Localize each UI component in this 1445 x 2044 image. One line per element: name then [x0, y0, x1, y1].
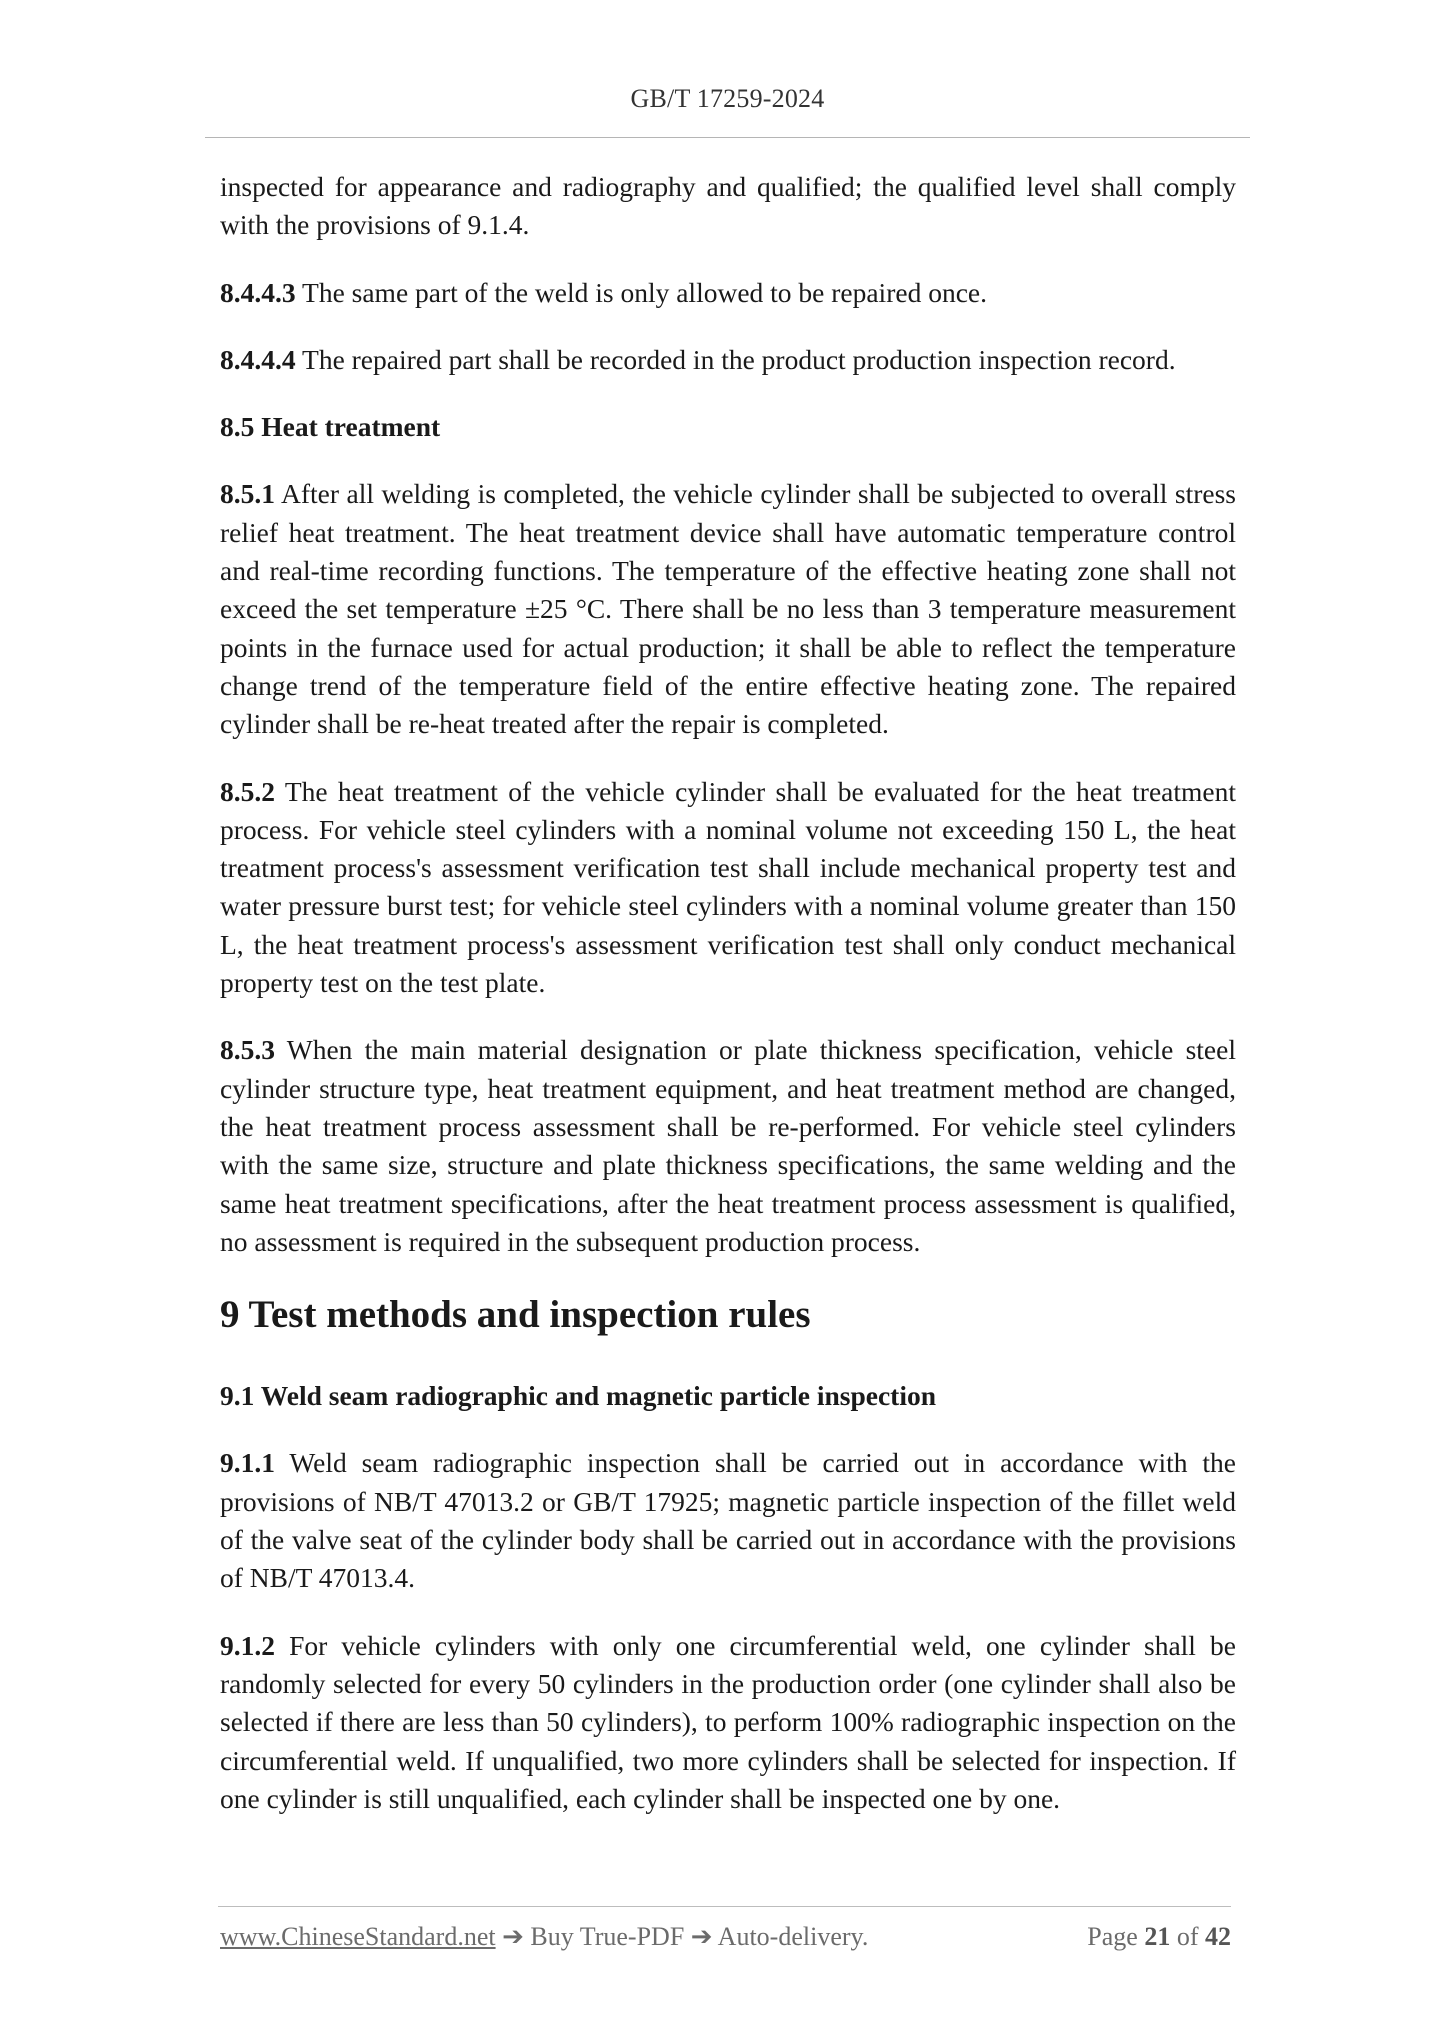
clause-9-1-2: [220, 1627, 1236, 1818]
arrow-right-icon: ➔: [502, 1922, 524, 1951]
buy-pdf-text: Buy True-PDF: [530, 1922, 685, 1951]
paragraph-continuation: [220, 168, 1236, 245]
chapter-heading-9: 9 Test methods and inspection rules: [220, 1293, 811, 1337]
clause-number: 9.1.2: [220, 1629, 275, 1661]
site-link[interactable]: www.ChineseStandard.net: [220, 1922, 496, 1951]
arrow-right-icon: ➔: [690, 1922, 713, 1951]
of-word: of: [1176, 1922, 1199, 1951]
page-number: 21: [1144, 1922, 1171, 1951]
clause-number: 8.4.4.3: [220, 276, 296, 308]
page-header: GB/T 17259-2024: [630, 84, 825, 113]
clause-number: 8.5.3: [220, 1034, 275, 1066]
section-heading-9-1: 9.1 Weld seam radiographic and magnetic particle inspection: [220, 1380, 937, 1412]
page-word: Page: [1087, 1922, 1138, 1951]
paragraph-text: For vehicle cylinders with only one circumferential weld, one cylinder shall be randomly selected for every 50 cylinders in the production order (one cylinder shall also be selected if there are less than 50 cylinders), to perform 100% radiographic inspection on the circumferential weld. If unqualified, two more cylinders shall be selected for inspection. If one cylinder is still unqualified, each cylinder shall be inspected one by one.: [220, 1629, 1236, 1814]
paragraph-text: The repaired part shall be recorded in the product production inspection record.: [302, 343, 1176, 375]
paragraph-text: When the main material designation or plate thickness specification, vehicle steel cylinder structure type, heat treatment equipment, and heat treatment method are changed, the heat treatment process assessment shall be re-performed. For vehicle steel cylinders with the same size, structure and plate thickness specifications, the same welding and the same heat treatment specifications, after the heat treatment process assessment is qualified, no assessment is required in the subsequent production process.: [220, 1034, 1236, 1257]
page-indicator: [1087, 1922, 1231, 1952]
paragraph-text: After all welding is completed, the vehicle cylinder shall be subjected to overall stress relief heat treatment. The heat treatment device shall have automatic temperature control and real-time recording functions. The temperature of the effective heating zone shall not exceed the set temperature ±25 °C. There shall be no less than 3 temperature measurement points in the furnace used for actual production; it shall be able to reflect the temperature change trend of the temperature field of the entire effective heating zone. The repaired cylinder shall be re-heat treated after the repair is completed.: [220, 478, 1236, 740]
document-body: [220, 168, 1236, 1847]
clause-number: 8.5.2: [220, 775, 275, 807]
section-heading-8-5: 8.5 Heat treatment: [220, 411, 441, 443]
paragraph-text: The heat treatment of the vehicle cylinder shall be evaluated for the heat treatment process. For vehicle steel cylinders with a nominal volume not exceeding 150 L, the heat treatment process's assessment verification test shall include mechanical property test and water pressure burst test; for vehicle steel cylinders with a nominal volume greater than 150 L, the heat treatment process's assessment verification test shall only conduct mechanical property test on the test plate.: [220, 775, 1236, 999]
header-divider: [205, 137, 1250, 138]
total-pages: 42: [1205, 1922, 1231, 1951]
clause-8-5-3: [220, 1031, 1236, 1261]
paragraph-text: The same part of the weld is only allowed to be repaired once.: [302, 276, 987, 308]
clause-number: 8.4.4.4: [220, 343, 296, 375]
delivery-text: Auto-delivery.: [717, 1922, 869, 1951]
clause-number: 9.1.1: [220, 1447, 275, 1479]
footer-divider: [218, 1906, 1231, 1907]
clause-8-5-2: [220, 773, 1236, 1003]
clause-8-4-4-4: [220, 341, 1236, 379]
paragraph-text: inspected for appearance and radiography and qualified; the qualified level shall comply with the provisions of 9.1.4.: [220, 171, 1236, 241]
clause-number: 8.5.1: [220, 478, 275, 510]
paragraph-text: Weld seam radiographic inspection shall be carried out in accordance with the provisions of NB/T 47013.2 or GB/T 17925; magnetic particle inspection of the fillet weld of the valve seat of the cylinder body shall be carried out in accordance with the provisions of NB/T 47013.4.: [220, 1447, 1236, 1594]
clause-8-5-1: [220, 475, 1236, 743]
clause-9-1-1: [220, 1444, 1236, 1597]
footer-promo: [220, 1922, 868, 1952]
clause-8-4-4-3: [220, 274, 1236, 312]
